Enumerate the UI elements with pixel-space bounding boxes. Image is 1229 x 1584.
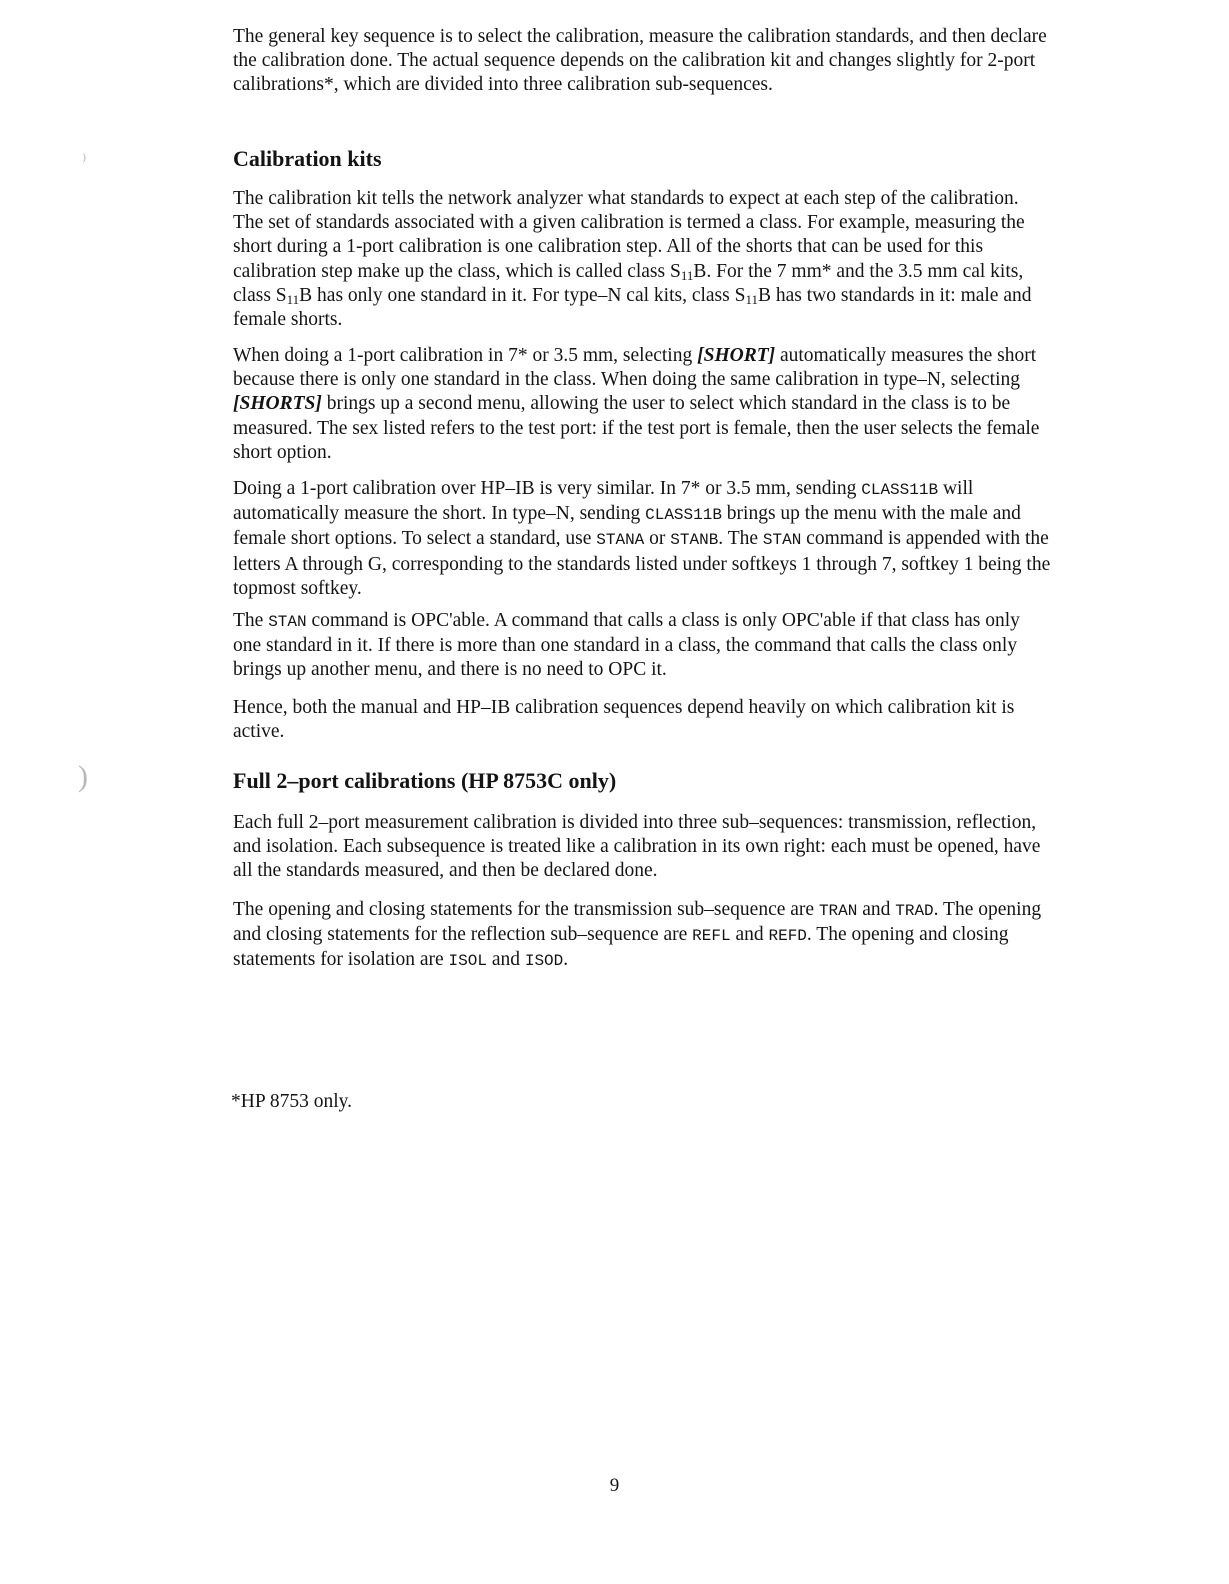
text-run: and [491,949,520,971]
scan-speck-mark: ⁾ [82,151,87,171]
text-run: automatically measures the short because there is only one standard in the class. When doing the same calibration in type–N, selecting [233,345,1037,391]
cal-kits-paragraph-5 [233,696,1051,744]
text-run: B. For the 7 mm* and the 3.5 mm cal kits, class [233,260,1024,306]
text-run: B has two standards in it: male and female shorts. [233,284,1032,331]
text-run: command is OPC'able. A command that calls a class is only OPC'able if that class has only one standard in it. If there is more than one standard in a class, the command that calls the class only brings up another menu, and there is no need to OPC it. [233,610,1020,681]
paragraph-text: Each full 2–port measurement calibration is divided into three sub–sequences: transmission, reflection, and isolation. Each subsequence is treated like a calibration in its own right: each must be opened, have all the standards measured, and then be declared done. [233,812,1041,882]
paragraph-text [233,187,1051,332]
command-isod: ISOD [524,952,564,971]
text-run: B has only one standard in it. For type–N cal kits, class [299,284,730,306]
text-run: brings up a second menu, allowing the user to select which standard in the class is to be measured. The sex listed refers to the test port: if the test port is female, then the user selects the female short option. [233,393,1040,463]
paragraph-text [233,477,1051,601]
param-letter: S [275,284,287,306]
text-run: and [735,924,764,946]
parameter-s11 [670,261,693,282]
cal-kits-paragraph-3 [233,477,1051,601]
cal-kits-paragraph-4 [233,609,1051,683]
command-refl: REFL [692,927,731,946]
page-number: 9 [609,1475,620,1496]
text-run: . The opening and closing statements for isolation are [233,924,1009,971]
full-2port-paragraph-2 [233,898,1051,974]
command-stana: STANA [596,531,645,550]
paragraph-text: Hence, both the manual and HP–IB calibration sequences depend heavily on which calibration kit is active. [233,697,1015,743]
section-heading-full-2port: Full 2–port calibrations (HP 8753C only) [233,768,617,793]
param-letter: S [670,260,681,282]
text-run: . The opening and closing statements for the reflection sub–sequence are [233,899,1042,946]
text-run: and [862,899,891,920]
text-run: . [563,949,569,971]
text-run: The calibration kit tells the network analyzer what standards to expect at each step of the calibration. The set of standards associated with a given calibration is termed a class. For example, measuring the short during a 1-port calibration is one calibration step. All of the shorts that can be used for this calibration step make up the class, which is called class [233,188,1025,282]
section-full-2port [233,768,1051,794]
text-run: The [233,610,264,631]
text-run: When doing a 1-port calibration in 7* or 3.5 mm, selecting [233,345,693,366]
full-2port-paragraph-1 [233,811,1051,884]
command-stan: STAN [762,531,802,550]
text-run: The opening and closing statements for the transmission sub–sequence are [233,899,815,920]
command-refd: REFD [768,927,807,946]
section-calibration-kits [233,146,1051,172]
paragraph-text [233,898,1051,974]
command-stanb: STANB [670,531,719,550]
param-subscript: 11 [680,267,694,283]
paragraph-text [233,609,1051,683]
param-letter: S [734,284,746,306]
text-run: will automatically measure the short. In type–N, sending [233,478,974,525]
text-run: . The [718,528,759,550]
parameter-s11 [735,285,758,306]
section-heading-calibration-kits: Calibration kits [233,146,382,171]
param-subscript: 11 [286,291,300,307]
intro-paragraph: The general key sequence is to select the calibration, measure the calibration standards, and then declare the calibration done. The actual sequence depends on the calibration kit and changes slightly for 2-port calibrations*, which are divided into three calibration sub-sequences. [233,26,1047,96]
cal-kits-paragraph-2 [233,344,1051,465]
text-run: brings up the menu with the male and female short options. To select a standard, use [233,503,1021,550]
command-class11b: CLASS11B [861,481,939,499]
softkey-short: [SHORT] [697,345,776,366]
text-run: or [649,528,666,550]
parameter-s11 [276,285,299,306]
paragraph-text [233,344,1051,465]
command-isol: ISOL [448,952,487,971]
param-subscript: 11 [745,291,758,307]
softkey-shorts: [SHORTS] [233,393,322,415]
command-tran: TRAN [818,902,858,920]
command-stan: STAN [268,613,307,631]
footnote: *HP 8753 only. [231,1091,352,1112]
text-run: command is appended with the letters A through G, corresponding to the standards listed under softkeys 1 through 7, softkey 1 being the topmost softkey. [233,528,1051,599]
command-class11b: CLASS11B [645,506,722,525]
scan-speck-mark: ) [78,760,88,793]
text-run: Doing a 1-port calibration over HP–IB is very similar. In 7* or 3.5 mm, sending [233,478,857,499]
intro-paragraph-block [233,25,1051,98]
command-trad: TRAD [895,902,934,920]
cal-kits-paragraph-1 [233,187,1051,332]
